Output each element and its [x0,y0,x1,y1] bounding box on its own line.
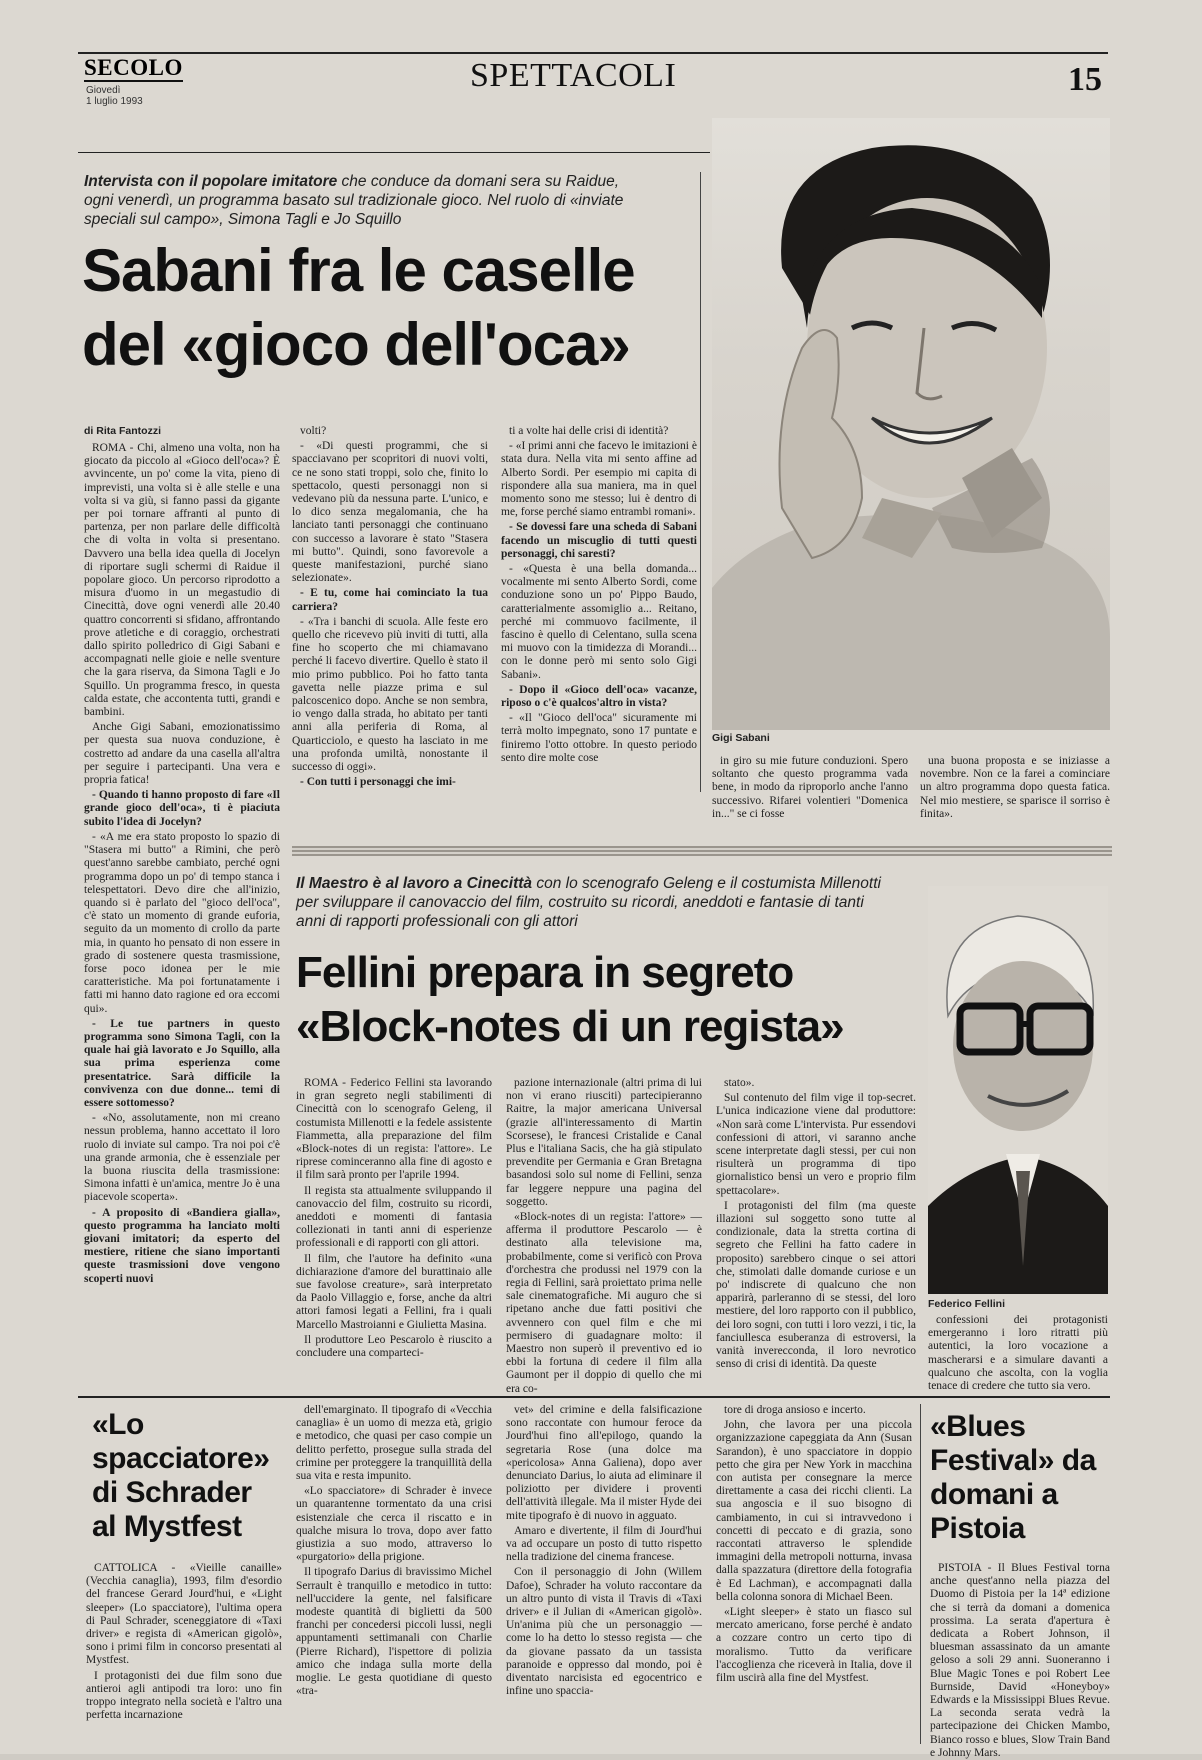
paragraph: dell'emarginato. Il tipografo di «Vecchia canaglia» è un uomo di mezza età, grigio e metodico, che quasi per caso compie un delitto perfetto, prosegue sulla strada del crimine per proteggere la tranquillità della sua vita e resta impunito. [296,1404,492,1483]
paragraph: tore di droga ansioso e incerto. [724,1404,866,1416]
paragraph: - «Il "Gioco dell'oca" sicuramente mi terrà molto impegnato, sono 17 puntate e finiremo l'otto ottobre. In questo periodo sento dire molte cose [501,712,697,764]
paragraph: I protagonisti del film (ma queste illazioni sul soggetto sono tutte al condizionale, data la stretta cortina di segreto che Fellini ha fatto cadere in proposito) sarebbero cinque o sei attori che, stimolati dalle domande curiose e un po' indiscrete di qualcuno che non apparirà, parleranno di se stessi, del loro mestiere, del loro rapporto con il pubblico, dei loro sogni, con tutti i loro vezzi, i tic, la fanciullesca esuberanza di estroversi, la vanità inverecconda, il loro nevrotico senso di crisi di identità. Da queste [716,1199,916,1371]
paragraph: ti a volte hai delle crisi di identità? [509,425,669,437]
paragraph: «Block-notes di un regista: l'attore» — afferma il produttore Pescarolo — è destinato alla televisione ma, probabilmente, come si verificò con Prova d'orchestra che produssi nel 1979 con la regia di Fellini, sarà proiettato prima nelle sale cinematografiche. Mi auguro che si ripetano anche due fatti positivi che avvennero con quel film e che mi permisero di guadagnare molto: il Maestro non superò il preventivo ed io ebbi la fortuna di cedere il film alla Gaumont per il doppio di quello che mi era co- [506,1211,702,1395]
article3-column-2 [296,1404,492,1740]
paragraph: in giro su mie future conduzioni. Spero soltanto che questo programma vada bene, in modo da riproporlo anche l'anno successivo. Rifarei volentieri "Domenica in..." se ci fosse [712,755,908,820]
article2-column-1 [296,1077,492,1387]
article1-headline-2: del «gioco dell'oca» [82,311,630,378]
article4-headline: «Blues Festival» da domani a Pistoia [930,1410,1096,1545]
article1-byline: di Rita Fantozzi [84,425,161,437]
article1-column-2 [292,425,488,835]
paragraph: - Se dovessi fare una scheda di Sabani facendo un miscuglio di tutti questi personaggi, chi saresti? [501,521,697,560]
paragraph: I protagonisti dei due film sono due antieroi agli antipodi tra loro: uno fin troppo integrato nella società e l'altro una perfetta incarnazione [86,1669,282,1722]
paragraph: Il produttore Leo Pescarolo è riuscito a concludere una comparteci- [296,1333,492,1360]
paragraph: - Le tue partners in questo programma sono Simona Tagli, con la quale hai già lavorato e Jo Squillo, alla sua prima esperienza come presentatrice. Sarà difficile la convivenza con due donne... temi di essere sottomesso? [84,1017,280,1109]
article2-column-4 [928,1314,1108,1393]
section-title: SPETTACOLI [470,57,677,94]
paragraph: Il tipografo Darius di bravissimo Michel Serrault è tranquillo e metodico in tutto: nell'uccidere la gente, nel falsificare modeste quantità di biglietti da 500 franchi per concedersi piccoli lussi, negli appuntamenti settimanali con Charlie (Pierre Richard), l'ispettore di polizia amico che indaga sulla morte della moglie. Le gesta quotidiane di questo «tra- [296,1566,492,1698]
paragraph: pazione internazionale (altri prima di lui non vi erano riusciti) partecipieranno Raitre, la major americana Universal (grazie all'interessamento di Martin Scorsese), le francesi Cristalide e Canal Plus e l'italiana Sacis, che ha già stipulato prevendite per Germania e Gran Bretagna basandosi solo sul nome di Fellini, senza far leggere neppure una pagina del soggetto. [506,1077,702,1208]
article1-column-4 [712,755,908,835]
paragraph: - Dopo il «Gioco dell'oca» vacanze, riposo o c'è qualcos'altro in vista? [501,683,697,710]
article2-headline-2: «Block-notes di un regista» [296,1002,844,1051]
paragraph: una buona proposta e se iniziasse a novembre. Non ce la farei a cominciare un altro programma dopo questa fatica. Nel mio mestiere, se sparisce il sorriso è finita». [920,755,1110,820]
article1-kicker-bold: Intervista con il popolare imitatore [84,173,338,190]
paragraph: «Light sleeper» è stato un fiasco sul mercato americano, forse perché è andato a cozzare contro un certo tipo di moralismo. Tutto da verificare l'accoglienza che riceverà in Italia, dove il film uscirà alla fine del Mystfest. [716,1606,912,1685]
article2-kicker-bold: Il Maestro è al lavoro a Cinecittà [296,875,533,892]
paragraph: ROMA - Federico Fellini sta lavorando in gran segreto negli stabilimenti di Cinecittà con lo scenografo Geleng, il costumista Millenotti e la fedele assistente Fiammetta, alla preparazione del film «Block-notes di un regista: l'attore». Le riprese cominceranno alla fine di agosto e il film sarà pronto per l'aprile 1994. [296,1077,492,1182]
article4-side-rule [920,1404,921,1744]
paragraph: - E tu, come hai cominciato la tua carriera? [292,587,488,613]
article1-rule [78,152,710,153]
paragraph: John, che lavora per una piccola organizzazione capeggiata da Ann (Susan Sarandon), è uno spacciatore in doppio petto che gira per New York in macchina con autista per consegnare la merce direttamente a casa dei ricchi clienti. La sua angoscia e il suo bisogno di cambiamento, in cui si intravvedono i concetti di peccato e di grazia, sono raccontati attraverso le splendide immagini della metropoli notturna, invasa dalla spazzatura (direttore della fotografia è Ed Lachman), e accompagnati dalla bella colonna sonora di Michael Been. [716,1419,912,1603]
article1-kicker-rest: che conduce da domani sera su Raidue, ogni venerdì, un programma basato sul tradizionale gioco. Nel ruolo di «inviate speciali sul campo», Simona Tagli e Jo Squillo [84,173,624,228]
article2-kicker [296,874,896,931]
paragraph: vet» del crimine e della falsificazione sono raccontate con humour feroce da Jourd'hui fino all'epilogo, quando la segretaria Rose (una dolce ma «pericolosa» Anna Galiena), dopo aver denunciato Darius, lo aiuta ad eliminare il poliziotto per dividere i proventi dell'attività illegale. Ma il mister Hyde dei mite tipografo è di nuovo in agguato. [506,1404,702,1522]
paragraph: CATTOLICA - «Vieille canaille» (Vecchia canaglia), 1993, film d'esordio del francese Gerard Jourd'hui, e «Light sleeper» (Lo spacciatore), l'ultima opera di Paul Schrader, sceneggiatore di «Taxi driver» e regista di «American gigolò», sono i primi film in concorso presentati al Mystfest. [86,1562,282,1667]
paragraph: Sul contenuto del film vige il top-secret. L'unica indicazione viene dal produttore: «Non sarà come L'intervista. Pur essendovi confessioni di attori, vi saranno anche scene interpretate dagli stessi, per cui non risulterà un programma di tipo giornalistico bensì un vero e proprio film spettacolare». [716,1092,916,1197]
federico-fellini-photo [928,886,1108,1294]
sabani-photo-caption: Gigi Sabani [712,732,770,744]
paragraph: Con il personaggio di John (Willem Dafoe), Schrader ha voluto raccontare da un altro punto di vista il Travis di «Taxi driver» e il Julian di «American gigolò». Un'anima più che un personaggio — come lo ha detto lo stesso regista — che da giovane passato da un tassista paranoide e oppresso dal mondo, poi è diventato narcisista ed egocentrico e infine uno spaccia- [506,1566,702,1698]
masthead-day: Giovedì [86,85,121,96]
fellini-illustration [928,886,1108,1294]
portrait-illustration [712,118,1110,730]
paragraph: - «Questa è una bella domanda... vocalmente mi sento Alberto Sordi, come conduzione sono un po' Pippo Baudo, caratterialmente assomiglio a... Reitano, perché mi commuovo facilmente, il fascino è quello di Celentano, sulla scena mi muovo con la timidezza di Morandi... con le donne però mi sento solo Gigi Sabani». [501,563,697,681]
paragraph: - Con tutti i personaggi che imi- [300,776,456,789]
bottom-section-rule [78,1396,1110,1398]
paragraph: - «Di questi programmi, che si spacciavano per scopritori di nuovi volti, ce ne sono stati troppi, solo che, finito lo spettacolo, questi personaggi non si vedevano più da nessuna parte. L'unico, e lo dico senza megalomania, che ha lanciato tanti personaggi che continuano con successo a lavorare è stato "Stasera mi butto". Quindi, sono favorevole a queste manifestazioni, purché siano selezionate». [292,440,488,585]
paragraph: ROMA - Chi, almeno una volta, non ha giocato da piccolo al «Gioco dell'oca»? È avvincente, un po' come la vita, pieno di imprevisti, una volta si è alle stelle e una volta si va giù, si fanno passi da gigante per poi tornare affranti al punto di partenza, per non parlare delle difficoltà che di volta in volta si presentano. Davvero una bella idea quella di Jocelyn di riportare sugli schermi di Raidue il popolare gioco. Un percorso riprodotto a misura d'uomo in un megastudio di Cinecittà, dove ogni venerdì alle 20.40 quattro concorrenti si sfidano, affrontando prove atletiche e di coraggio, orchestrati dallo spirito polledrico di Gigi Sabani e accompagnati nelle gioie e nelle sventure che la gara riserva, da Simona Tagli e Jo Squillo. Un programma fresco, in questa calda estate, che accontenta tutti, grandi e bambini. [84,442,280,719]
gigi-sabani-photo [712,118,1110,730]
paragraph: Amaro e divertente, il film di Jourd'hui va ad occupare un posto di tutto rispetto nella tradizione del cinema francese. [506,1524,702,1564]
paper-name: SECOLO [84,55,183,80]
paragraph: - «A me era stato proposto lo spazio di "Stasera mi butto" a Rimini, che però quest'anno sarebbe cambiato, perché ogni programma dopo un po' di tempo stanca i telespettatori. Devo dire che all'inizio, quando si è parlato del "gioco dell'oca", c'è stato un momento di grande euforia, seguito da un momento di crollo da parte mia, in quanto ho pensato di non essere in grado di sostenere questa trasmissione, forse poco idonea per le mie caratteristiche. Ma poi fortunatamente i fatti mi hanno dato ragione ed ora eccomi qui». [84,830,280,1015]
article3-headline: «Lo spacciatore» di Schrader al Mystfest [92,1408,270,1543]
paragraph: PISTOIA - Il Blues Festival torna anche quest'anno nella piazza del Duomo di Pistoia per la 14ª edizione che si terrà da domani a domenica prossima. La serata d'apertura è dedicata a Robert Johnson, il bluesman assassinato da un amante geloso a soli 29 anni. Suoneranno i Blue Magic Tones e poi Robert Lee Burnside, David «Honeyboy» Edwards e la Mississippi Blues Revue. La seconda serata vedrà la partecipazione dei Chicken Mambo, Bianco rosso e blues, Slow Train Band e Johnny Mars. [930,1562,1110,1759]
paragraph: stato». [724,1077,755,1089]
masthead-rule-top [78,52,1108,54]
paragraph: Il film, che l'autore ha definito «una dichiarazione d'amore del burattinaio alle sue favolose creature», sarà interpretato da Paolo Villaggio e, forse, anche da altri attori famosi legati a Fellini, fra i quali Marcello Mastroianni e Giulietta Masina. [296,1252,492,1331]
article3-column-3 [506,1404,702,1740]
paragraph: volti? [300,425,327,437]
paragraph: confessioni dei protagonisti emergeranno i loro ritratti più autentici, la loro vocazione a mascherarsi e a simulare davanti a qualcuno che ascolta, con la voglia tenace di credere che tutto sia vero. [928,1314,1108,1393]
paragraph: - Quando ti hanno proposto di fare «Il grande gioco dell'oca», ti è piaciuta subito l'idea di Jocelyn? [84,789,280,828]
article1-headline-1: Sabani fra le caselle [82,237,635,304]
article2-column-2 [506,1077,702,1395]
paragraph: «Lo spacciatore» di Schrader è invece un quarantenne tormentato da una crisi esistenziale che cerca il riscatto e in qualche misura lo trova, dopo aver fatto giustizia a suo modo, attraverso lo «purgatorio» della prigione. [296,1485,492,1564]
masthead-date: 1 luglio 1993 [86,96,143,107]
paragraph: - A proposito di «Bandiera gialla», questo programma ha lanciato molti giovani imitatori; da esperto del mestiere, ritiene che siano importanti queste trasmissioni dove vengono scoperti nuovi [84,1206,280,1285]
article1-column-1 [84,442,280,1340]
article2-column-3 [716,1077,916,1387]
paragraph: - «No, assolutamente, non mi creano nessun problema, hanno accettato il loro ruolo di inviate sul campo. Tra noi poi c'è una grande armonia, che è essenziale per la buona riuscita della trasmissione: Simona infatti è un'amica, mentre Jo è una piacevole scoperta». [84,1112,280,1204]
paragraph: Anche Gigi Sabani, emozionatissimo per questa sua nuova conduzione, è costretto ad andare da una casella all'altra per seguire i partecipanti. Una vera e propria fatica! [84,721,280,787]
page-number: 15 [1068,61,1102,98]
fellini-photo-caption: Federico Fellini [928,1298,1006,1310]
article1-kicker [84,172,624,229]
article3-column-4 [716,1404,912,1740]
article2-headline-1: Fellini prepara in segreto [296,948,794,997]
article1-column-5 [920,755,1110,835]
article4-column-1 [930,1562,1110,1759]
paragraph: - «Tra i banchi di scuola. Alle feste ero quello che ricevevo più inviti di tutti, alla fine ho scoperto che mi chiamavano perché li facevo divertire. Quello è stato il mio primo pubblico. Poi ho fatto tanta gavetta nelle piazze prima e sul palcoscenico dopo. Anche se non sembra, io vengo dalla strada, ho abitato per tanti anni alla periferia di Roma, al Quarticciolo, e questo ha lasciato in me una profonda umiltà, nonostante il successo di oggi». [292,615,488,774]
article1-side-rule [700,172,701,792]
paragraph: - «I primi anni che facevo le imitazioni è stata dura. Nella vita mi sento affine ad Alberto Sordi. Per esempio mi capita di rispondere alla sua maniera, ma in quel momento sono me stesso; lui è dentro di me, forse perché siamo entrambi romani». [501,440,697,519]
paragraph: Il regista sta attualmente sviluppando il canovaccio del film, costruito su ricordi, aneddoti e momenti di fantasia collezionati in tanti anni di esperienze professionali e di rapporti con gli attori. [296,1184,492,1250]
section-divider-bar [292,846,1112,856]
article1-column-3 [501,425,697,835]
article2-kicker-rest: con lo scenografo Geleng e il costumista Millenotti per sviluppare il canovaccio del film, costruito su ricordi, aneddoti e fantasie di tanti anni di rapporti professionali con gli attori [296,875,881,930]
article3-column-1 [86,1562,282,1740]
